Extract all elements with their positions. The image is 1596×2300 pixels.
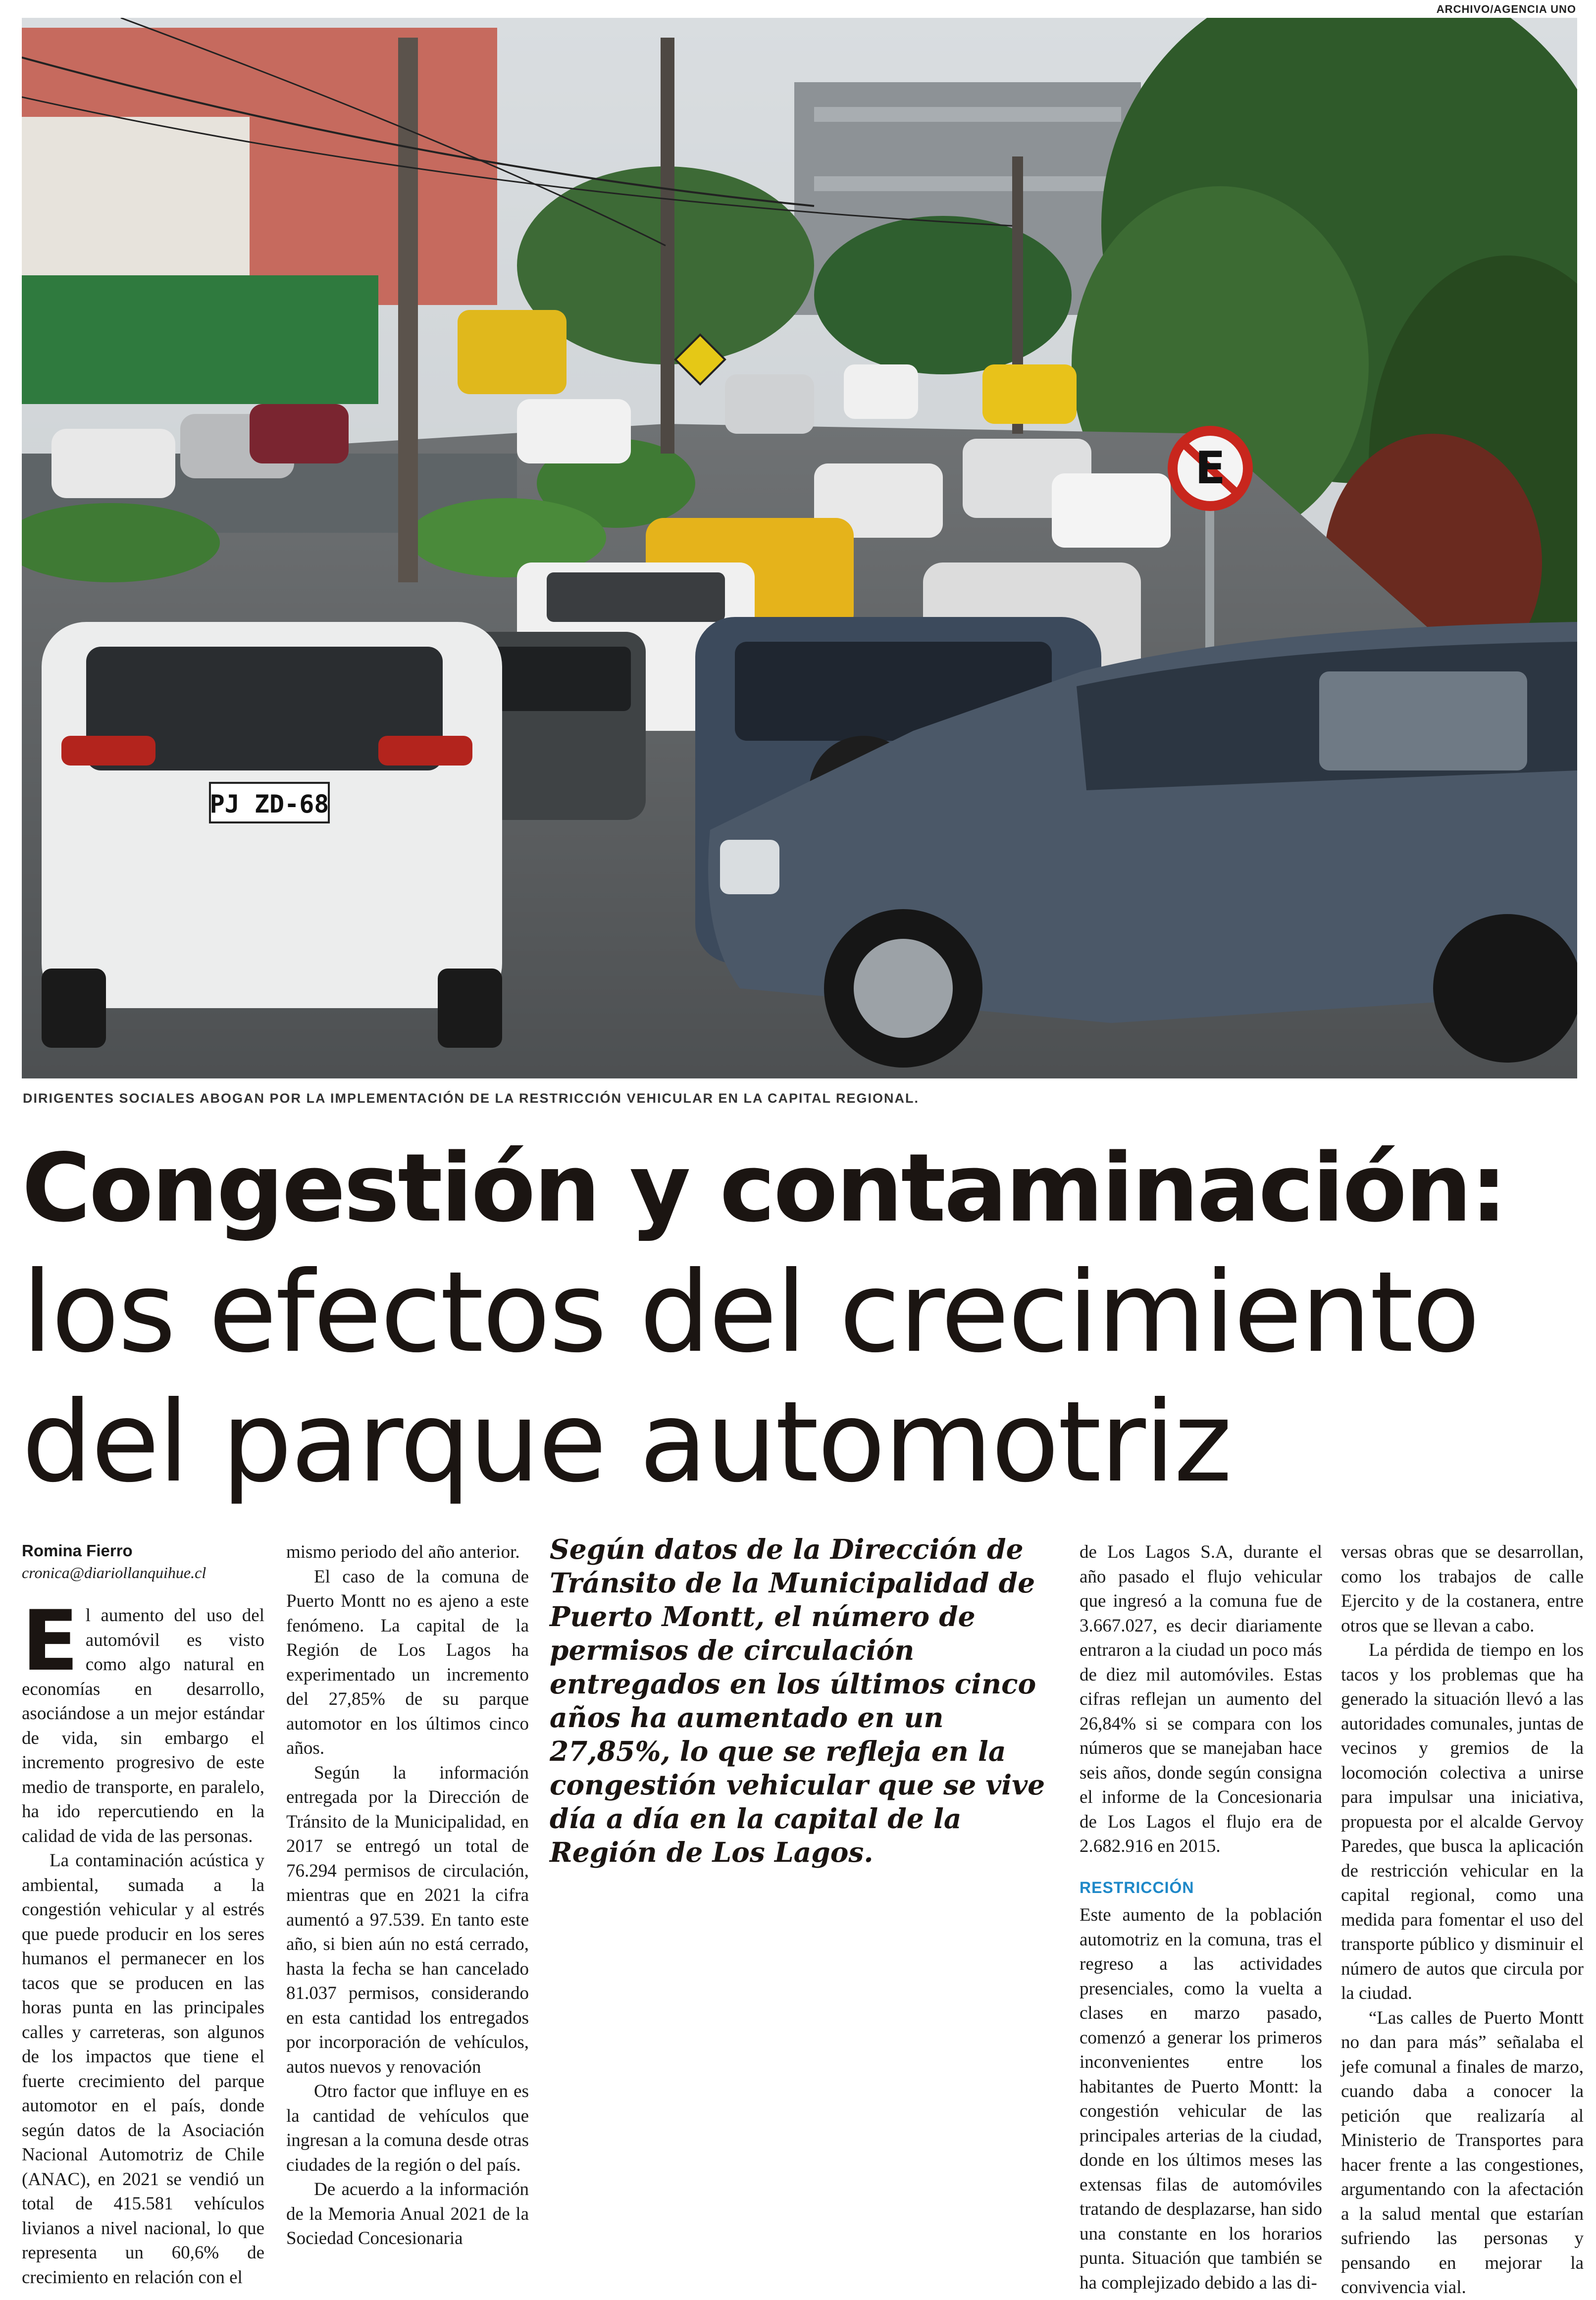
subhead	[22, 1248, 1582, 1507]
article-column-1	[22, 1540, 264, 2290]
body-paragraph: Otro factor que influye en es la cantidad de vehículos que ingresan a la comuna desde otras ciudades de la región o del país.	[286, 2081, 529, 2175]
body-paragraph: La pérdida de tiempo en los tacos y los problemas que ha generado la situación llevó a las autoridades comunales, juntas de vecinos y gremios de la locomoción colectiva a unirse para impulsar una iniciativa, propuesta por el alcalde Gervoy Paredes, que busca la aplicación de restricción vehicular en la capital regional, como una medida para fomentar el uso del transporte público y disminuir el número de autos que circula por la ciudad.	[1341, 1640, 1584, 2003]
subhead-line-2: del parque automotriz	[22, 1378, 1231, 1507]
article-column-4	[1080, 1540, 1322, 2295]
body-paragraph: La contaminación acústica y ambiental, sumada a la congestión vehicular y al estrés que puede producir en los seres humanos el permanecer en los tacos que se producen en las horas punta en las principales calles y carreteras, son algunos de los impactos que tiene el fuerte crecimiento del parque automotor en el país, donde según datos de la Asociación Nacional Automotriz de Chile (ANAC), en 2021 se vendió un total de 415.581 vehículos livianos a nivel nacional, lo que representa un 60,6% de crecimiento en relación con el	[22, 1850, 264, 2288]
section-heading: RESTRICCIÓN	[1080, 1878, 1194, 1896]
lead-paragraph	[22, 1592, 264, 1848]
body-paragraph: El caso de la comuna de Puerto Montt no es ajeno a este fenómeno. La capital de la Región de Los Lagos ha experimentado un incremento del 27,85% de su parque automotor en los últimos cinco años.	[286, 1566, 529, 1758]
article-column-2	[286, 1540, 529, 2251]
traffic-scene-illustration	[22, 18, 1577, 1078]
photo-caption: DIRIGENTES SOCIALES ABOGAN POR LA IMPLEMENTACIÓN DE LA RESTRICCIÓN VEHICULAR EN LA CAPITAL REGIONAL.	[23, 1091, 920, 1106]
body-paragraph: de Los Lagos S.A, durante el año pasado el flujo vehicular que ingresó a la comuna fue de 3.667.027, es decir diariamente entraron a la ciudad un poco más de diez mil automóviles. Estas cifras reflejan un aumento del 26,84% si se compara con los números que se manejaban hace seis años, donde según consigna el informe de la Concesionaria de Los Lagos el flujo era de 2.682.916 en 2015.	[1080, 1542, 1322, 1856]
body-paragraph: Este aumento de la población automotriz en la comuna, tras el regreso a las actividades presenciales, como la vuelta a clases en marzo pasado, comenzó a generar los primeros inconvenientes entre los habitantes de Puerto Montt: la congestión vehicular de las principales arterias de la ciudad, donde en los últimos meses las extensas filas de automóviles tratando de desplazarse, han sido una constante en los horarios punta. Situación que también se ha complejizado debido a las di-	[1080, 1905, 1322, 2293]
body-paragraph: Según la información entregada por la Dirección de Tránsito de la Municipalidad, en 2017 se entregó un total de 76.294 permisos de circulación, mientras que en 2021 la cifra aumentó a 97.539. En tanto este año, si bien aún no está cerrado, hasta la fecha se han cancelado 81.037 permisos, considerando en esta cantidad los entregados por incorporación de vehículos, autos nuevos y renovación	[286, 1762, 529, 2077]
body-paragraph: mismo periodo del año anterior.	[286, 1542, 520, 1562]
dropcap: E	[22, 1592, 79, 1689]
body-paragraph: “Las calles de Puerto Montt no dan para más” señalaba el jefe comunal a finales de marzo, cuando daba a conocer la petición que realizaría al Ministerio de Transportes para hacer frente a las congestiones, argumentando con la afectación a la salud mental que estarían sufriendo las personas y pensando en mejorar la convivencia vial.	[1341, 2007, 1584, 2298]
license-plate: PJ ZD-68	[209, 790, 329, 818]
pull-quote: Según datos de la Dirección de Tránsito de la Municipalidad de Puerto Montt, el número de permisos de circulación entregados en los últimos cinco años ha aumentado en un 27,85%, lo que se refleja en la congestión vehicular que se vive día a día en la capital de la Región de Los Lagos.	[550, 1533, 1045, 1868]
article-column-5	[1341, 1540, 1584, 2300]
sign-letter: E	[1195, 442, 1226, 494]
byline-author: Romina Fierro	[22, 1541, 133, 1560]
byline-email[interactable]: cronica@diariollanquihue.cl	[22, 1564, 206, 1582]
lead-paragraph-text: l aumento del uso del automóvil es visto como algo natural en economías en desarrollo, asociándose a un mejor estándar de vida, sin embargo el incremento progresivo de este medio de transporte, en paralelo, ha ido repercutiendo en la calidad de vida de las personas.	[22, 1605, 264, 1846]
news-photo	[22, 18, 1577, 1078]
body-paragraph: De acuerdo a la información de la Memoria Anual 2021 de la Sociedad Concesionaria	[286, 2179, 529, 2249]
photo-credit: ARCHIVO/AGENCIA UNO	[1436, 3, 1576, 15]
subhead-line-1: los efectos del crecimiento	[22, 1248, 1479, 1378]
body-paragraph: versas obras que se desarrollan, como los trabajos de calle Ejercito y de la costanera, entre otros que se llevan a cabo.	[1341, 1542, 1584, 1636]
headline: Congestión y contaminación:	[22, 1133, 1506, 1243]
